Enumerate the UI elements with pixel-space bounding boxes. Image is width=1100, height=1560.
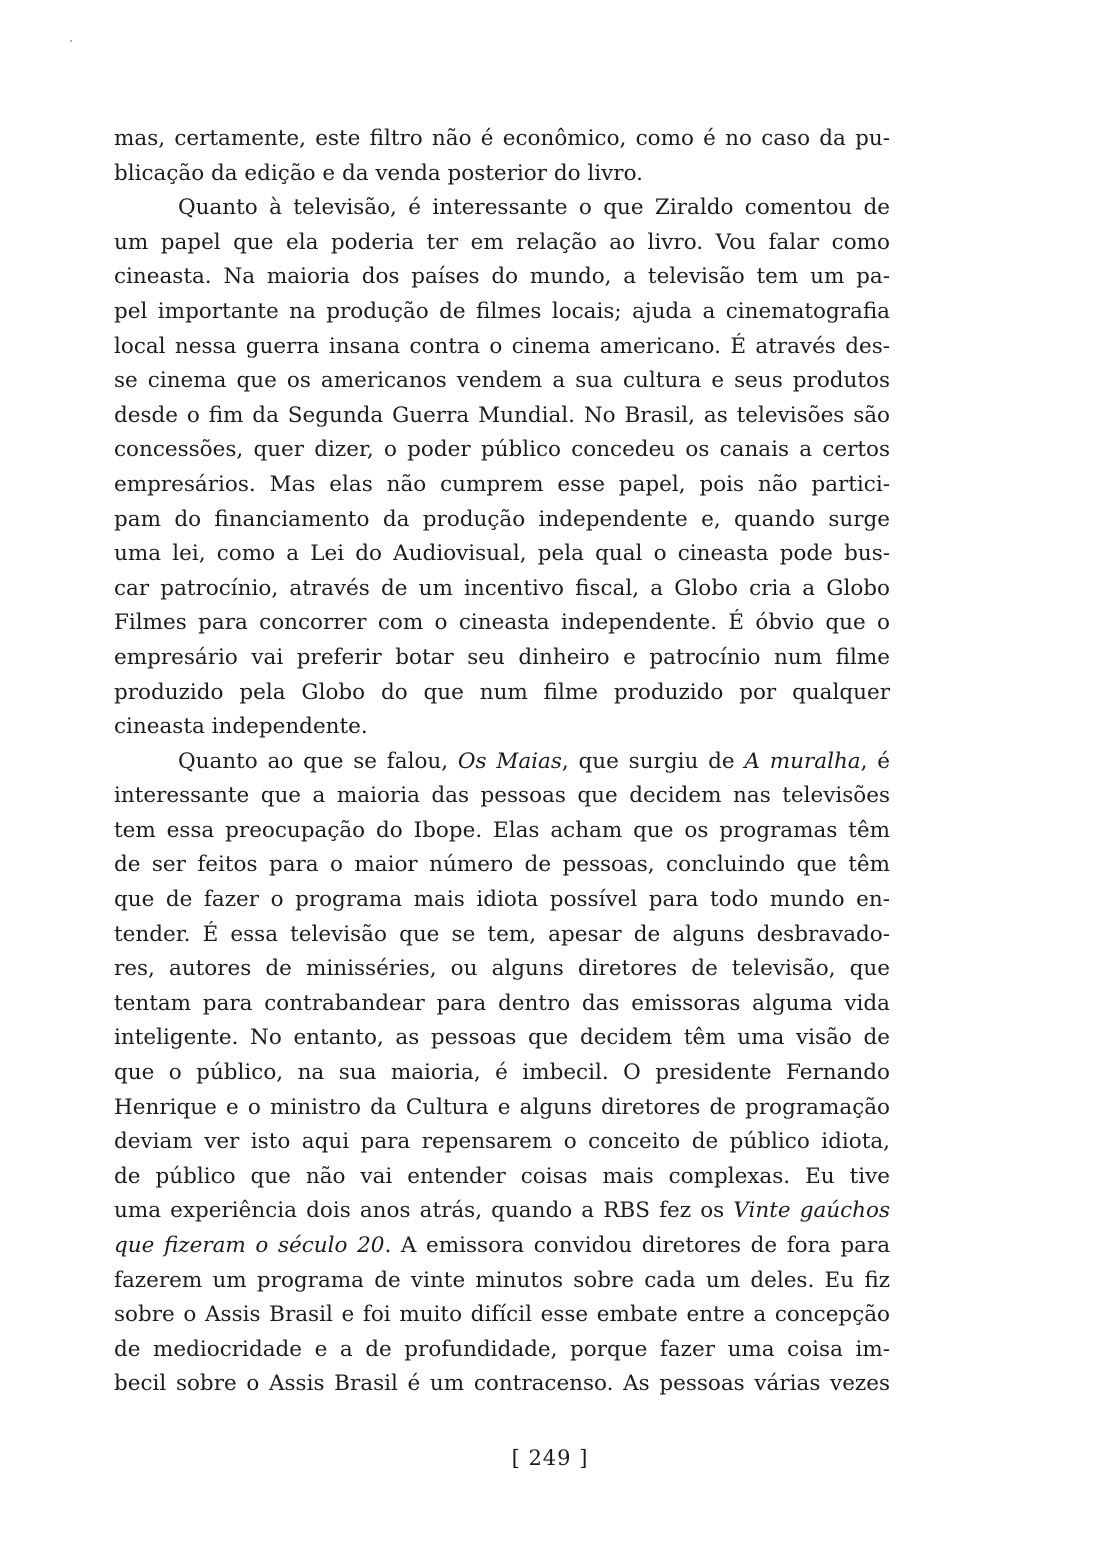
text-segment: , que surgiu de bbox=[561, 748, 745, 774]
italic-title: Os Maias bbox=[457, 748, 562, 774]
text-line bbox=[114, 1021, 890, 1056]
text-segment: de ser feitos para o maior número de pessoas, concluindo que têm bbox=[114, 852, 890, 878]
text-segment: Filmes para concorrer com o cineasta independente. É óbvio que o bbox=[114, 610, 890, 636]
text-segment: Henrique e o ministro da Cultura e alguns diretores de programação bbox=[114, 1094, 890, 1120]
text-segment: pam do financiamento da produção independente e, quando surge bbox=[114, 506, 890, 532]
text-segment: Quanto ao que se falou, bbox=[178, 748, 458, 774]
text-line bbox=[114, 1194, 890, 1229]
text-line bbox=[114, 537, 890, 572]
text-segment: empresários. Mas elas não cumprem esse papel, pois não partici- bbox=[114, 471, 890, 497]
text-segment: empresário vai preferir botar seu dinheiro e patrocínio num filme bbox=[114, 644, 890, 670]
text-line bbox=[114, 260, 890, 295]
text-line bbox=[114, 191, 890, 226]
text-segment: um papel que ela poderia ter em relação ao livro. Vou falar como bbox=[114, 229, 890, 255]
text-segment: tentam para contrabandear para dentro das emissoras alguma vida bbox=[114, 990, 890, 1016]
text-line bbox=[114, 883, 890, 918]
page-number: [ 249 ] bbox=[511, 1446, 589, 1470]
text-line bbox=[114, 330, 890, 365]
text-line bbox=[114, 433, 890, 468]
text-line bbox=[114, 572, 890, 607]
text-segment: deviam ver isto aqui para repensarem o conceito de público idiota, bbox=[114, 1129, 890, 1155]
text-segment: uma experiência dois anos atrás, quando a RBS fez os bbox=[114, 1198, 734, 1224]
text-line bbox=[114, 399, 890, 434]
text-segment: concessões, quer dizer, o poder público concedeu os canais a certos bbox=[114, 437, 890, 463]
paragraph bbox=[114, 745, 890, 1402]
text-line bbox=[114, 122, 890, 157]
text-line bbox=[114, 745, 890, 780]
text-line bbox=[114, 1091, 890, 1126]
text-line bbox=[114, 295, 890, 330]
text-line bbox=[114, 1160, 890, 1195]
text-segment: tem essa preocupação do Ibope. Elas acham que os programas têm bbox=[114, 817, 890, 843]
body-text bbox=[114, 122, 890, 1402]
paragraph bbox=[114, 191, 890, 745]
text-segment: produzido pela Globo do que num filme produzido por qualquer bbox=[114, 679, 890, 705]
text-line bbox=[114, 503, 890, 538]
text-line bbox=[114, 987, 890, 1022]
text-segment: , é bbox=[860, 748, 890, 774]
text-line bbox=[114, 710, 890, 745]
text-segment: mas, certamente, este filtro não é econômico, como é no caso da pu- bbox=[114, 126, 890, 151]
text-line bbox=[114, 364, 890, 399]
text-line bbox=[114, 918, 890, 953]
text-segment: Quanto à televisão, é interessante o que Ziraldo comentou de bbox=[178, 195, 890, 221]
text-line bbox=[114, 779, 890, 814]
text-segment: . A emissora convidou diretores de fora para bbox=[384, 1233, 891, 1258]
text-segment: uma lei, como a Lei do Audiovisual, pela qual o cineasta pode bus- bbox=[114, 541, 890, 567]
text-segment: se cinema que os americanos vendem a sua cultura e seus produtos bbox=[114, 368, 890, 394]
text-line bbox=[114, 1333, 890, 1368]
text-line bbox=[114, 814, 890, 849]
text-segment: blicação da edição e da venda posterior do livro. bbox=[114, 160, 643, 186]
text-segment: que de fazer o programa mais idiota possível para todo mundo en- bbox=[114, 887, 890, 913]
text-segment: desde o fim da Segunda Guerra Mundial. No Brasil, as televisões são bbox=[114, 402, 890, 428]
text-segment: cineasta independente. bbox=[114, 714, 368, 740]
text-line bbox=[114, 1229, 890, 1264]
text-line bbox=[114, 641, 890, 676]
text-segment: inteligente. No entanto, as pessoas que decidem têm uma visão de bbox=[114, 1025, 890, 1051]
italic-title: Vinte gaúchos bbox=[733, 1198, 890, 1224]
text-segment: de público que não vai entender coisas mais complexas. Eu tive bbox=[114, 1163, 890, 1189]
text-line bbox=[114, 1125, 890, 1160]
text-line bbox=[114, 676, 890, 711]
italic-title: A muralha bbox=[744, 748, 861, 774]
text-segment: tender. É essa televisão que se tem, apesar de alguns desbravado- bbox=[114, 921, 890, 947]
text-segment: sobre o Assis Brasil e foi muito difícil esse embate entre a concepção bbox=[114, 1302, 890, 1328]
scan-speck bbox=[70, 40, 72, 42]
paragraph bbox=[114, 122, 890, 191]
text-segment: cineasta. Na maioria dos países do mundo, a televisão tem um pa- bbox=[114, 264, 890, 290]
text-segment: de mediocridade e a de profundidade, porque fazer uma coisa im- bbox=[114, 1336, 890, 1362]
italic-title: que fizeram o século 20 bbox=[114, 1233, 385, 1258]
text-segment: becil sobre o Assis Brasil é um contracenso. As pessoas várias vezes bbox=[114, 1371, 890, 1397]
text-line bbox=[114, 1367, 890, 1402]
text-line bbox=[114, 1264, 890, 1299]
text-line bbox=[114, 226, 890, 261]
text-line bbox=[114, 1056, 890, 1091]
text-segment: local nessa guerra insana contra o cinema americano. É através des- bbox=[114, 333, 890, 359]
text-line bbox=[114, 952, 890, 987]
text-line bbox=[114, 606, 890, 641]
text-segment: interessante que a maioria das pessoas que decidem nas televisões bbox=[114, 783, 890, 809]
text-segment: pel importante na produção de filmes locais; ajuda a cinematografia bbox=[114, 298, 890, 324]
text-line bbox=[114, 468, 890, 503]
text-segment: res, autores de minisséries, ou alguns diretores de televisão, que bbox=[114, 956, 890, 982]
text-line bbox=[114, 848, 890, 883]
text-line bbox=[114, 157, 890, 192]
text-segment: car patrocínio, através de um incentivo fiscal, a Globo cria a Globo bbox=[114, 575, 890, 601]
text-line bbox=[114, 1298, 890, 1333]
text-segment: que o público, na sua maioria, é imbecil. O presidente Fernando bbox=[114, 1060, 890, 1086]
text-segment: fazerem um programa de vinte minutos sobre cada um deles. Eu fiz bbox=[114, 1267, 890, 1293]
